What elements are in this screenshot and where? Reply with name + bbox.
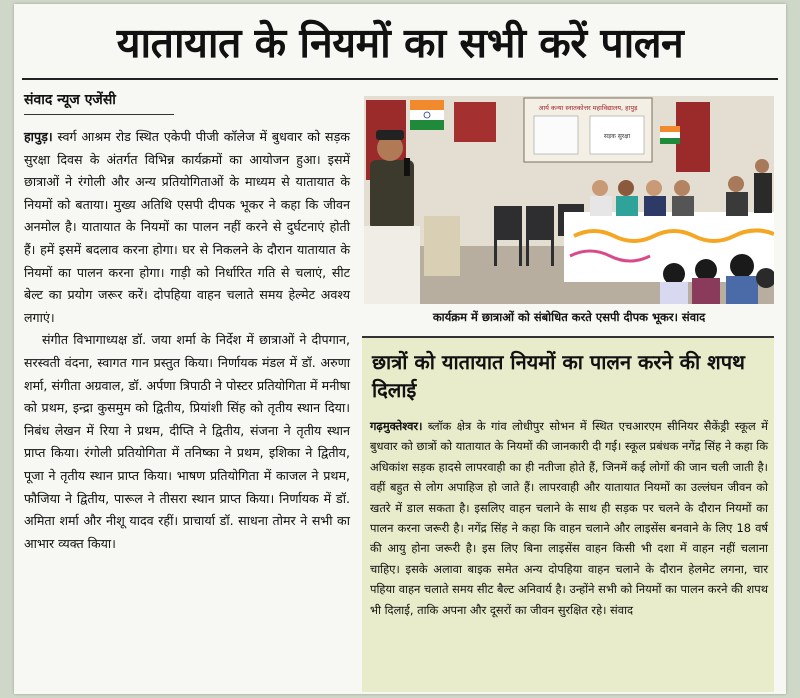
photo-illustration <box>364 96 774 304</box>
sidebar-story-box <box>362 336 774 692</box>
article-paragraph-1 <box>24 126 350 329</box>
article-paragraph-2: संगीत विभागाध्यक्ष डॉ. जया शर्मा के निर्देश में छात्राओं ने दीपगान, सरस्वती वंदना, स्वागत गान प्रस्तुत किया। निर्णायक मंडल में डॉ. अरुणा शर्मा, संगीता अग्रवाल, डॉ. अर्पणा त्रिपाठी ने पोस्टर प्रतियोगिता में मनीषा को प्रथम, इन्द्रा कुसमुम को द्वितीय, प्रियांशी सिंह को तृतीय स्थान दिया। निबंध लेखन में रिया ने प्रथम, दीप्ति ने द्वितीय, संजना ने तृतीय स्थान प्राप्त किया। रंगोली प्रतियोगिता में तनिष्का ने प्रथम, इशिका ने द्वितीय, पूजा ने तृतीय स्थान प्राप्त किया। भाषण प्रतियोगिता में काजल ने प्रथम, फौजिया ने द्वितीय, पारूल ने तीसरा स्थान प्राप्त किया। निर्णायक में डॉ. अमिता शर्मा और नीशू यादव रहीं। प्राचार्या डॉ. साधना तोमर ने सभी का आभार व्यक्त किया। <box>24 332 350 551</box>
headline-rule <box>22 78 778 80</box>
photo-caption: कार्यक्रम में छात्राओं को संबोधित करते एसपी दीपक भूकर। संवाद <box>432 310 706 324</box>
photo-poster-text: सड़क सुरक्षा <box>603 133 631 140</box>
sidebar-paragraph <box>370 416 768 620</box>
main-headline: यातायात के नियमों का सभी करें पालन <box>116 19 684 67</box>
newspaper-clipping <box>14 4 786 694</box>
sidebar-text: ब्लॉक क्षेत्र के गांव लोधीपुर सोभन में स्थित एचआरएम सीनियर सैकेंड्री स्कूल में बुधवार को छात्रों को यातायात के नियमों की जानकारी दी गई। स्कूल प्रबंधक नगेंद्र सिंह ने कहा कि अधिकांश सड़क हादसे लापरवाही का ही नतीजा होते हैं, जिनमें कई लोगों की जान चली जाती है। वहीं बहुत से लोग अपाहिज हो जाते हैं। लापरवाही और यातायात नियमों का उल्लंघन जीवन को खतरे में डाल सकता है। इसलिए वाहन चलाने के साथ ही सड़क पर चलने के दौरान नियमों का पालन करना जरूरी है। नगेंद्र सिंह ने कहा कि वाहन चलाने और लाइसेंस बनवाने के लिए 18 वर्ष की आयु होना जरूरी है। इस लिए बिना लाइसेंस वाहन किसी भी दशा में वाहन नहीं चलाना चाहिए। इसके अलावा बाइक समेत अन्य दोपहिया वाहन चलाने के दौरान हेलमेट लगना, चार पहिया वाहन चलाते समय सीट बैल्ट अनिवार्य है। उन्होंने सभी को नियमों का पालन करने की शपथ भी दिलाई, ताकि अपना और दूसरों का जीवन सुरक्षित रहे। संवाद <box>370 419 768 617</box>
photo-banner-text: आर्य कन्या स्नातकोत्तर महाविद्यालय, हापुड़ <box>538 104 638 112</box>
byline-rule <box>24 114 174 115</box>
sidebar-article-body <box>370 416 768 620</box>
sidebar-headline: छात्रों को यातायात नियमों का पालन करने की शपथ दिलाई <box>372 350 745 402</box>
main-article-body <box>24 126 350 555</box>
article-paragraph-1-text: स्वर्ग आश्रम रोड स्थित एकेपी पीजी कॉलेज में बुधवार को सड़क सुरक्षा दिवस के अंतर्गत विभिन्न कार्यक्रमों का आयोजन हुआ। इसमें छात्राओं ने रंगोली और अन्य प्रतियोगिताओं के माध्यम से यातायात के नियमों को बताया। मुख्य अतिथि एसपी दीपक भूकर ने कहा कि जीवन अनमोल है। यातायात के नियमों का पालन नहीं करने से दुर्घटनाएं होती हैं। हमें इसमें बदलाव करना होगा। घर से निकलने के दौरान यातायात के नियमों का पालन करना होगा। गाड़ी को निर्धारित गति से चलाएं, सीट बेल्ट का प्रयोग जरूर करें। दोपहिया वाहन चलाते समय हेल्मेट अवश्य लगाएं। <box>24 129 350 325</box>
news-photo <box>364 96 774 304</box>
sidebar-dateline: गढ़मुक्तेश्वर। <box>370 419 423 433</box>
flag-left-icon <box>410 100 444 130</box>
flag-right-icon <box>660 126 680 144</box>
byline: संवाद न्यूज एजेंसी <box>24 92 116 108</box>
article-dateline: हापुड़। <box>24 129 53 144</box>
